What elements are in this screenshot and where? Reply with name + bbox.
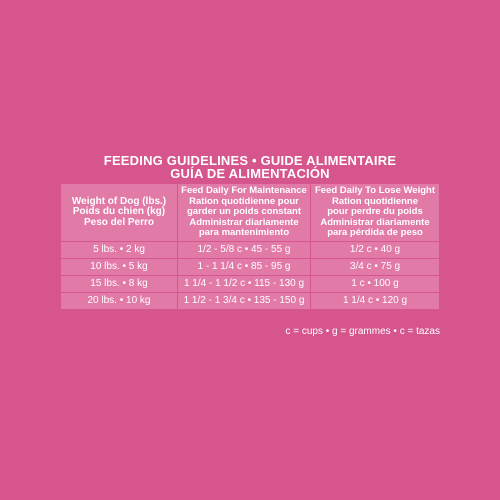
header-lose-weight-line: Ration quotidienne xyxy=(331,195,419,207)
header-lose-weight-line: Administrar diariamente xyxy=(320,216,430,228)
title-line-2: GUÍA DE ALIMENTACIÓN xyxy=(170,166,330,181)
header-maintenance xyxy=(178,184,310,241)
table-row xyxy=(61,259,439,275)
header-lose-weight-line: para pérdida de peso xyxy=(327,227,423,238)
feeding-table xyxy=(60,183,440,310)
cell-maintenance: 1 1/4 - 1 1/2 c • 115 - 130 g xyxy=(178,276,310,292)
header-maintenance-line: Ration quotidienne pour xyxy=(189,195,299,207)
cell-weight: 15 lbs. • 8 kg xyxy=(61,276,177,292)
header-weight xyxy=(61,184,177,241)
cell-weight: 10 lbs. • 5 kg xyxy=(61,259,177,275)
units-legend: c = cups • g = grammes • c = tazas xyxy=(285,326,440,337)
table-header-row xyxy=(61,184,439,241)
title-line-1: FEEDING GUIDELINES • GUIDE ALIMENTAIRE xyxy=(103,153,397,168)
header-maintenance-line: Feed Daily For Maintenance xyxy=(181,185,307,196)
header-weight-line: Poids du chien (kg) xyxy=(72,206,166,217)
header-weight-line: Weight of Dog (lbs.) xyxy=(71,195,167,207)
header-lose-weight xyxy=(311,184,439,241)
table-row xyxy=(61,293,439,309)
table-row xyxy=(61,276,439,292)
header-maintenance-line: para mantenimiento xyxy=(198,227,290,238)
header-weight-line: Peso del Perro xyxy=(83,216,155,228)
cell-maintenance: 1 - 1 1/4 c • 85 - 95 g xyxy=(178,259,310,275)
cell-lose-weight: 1/2 c • 40 g xyxy=(311,242,439,258)
cell-maintenance: 1/2 - 5/8 c • 45 - 55 g xyxy=(178,242,310,258)
cell-lose-weight: 1 1/4 c • 120 g xyxy=(311,293,439,309)
cell-lose-weight: 3/4 c • 75 g xyxy=(311,259,439,275)
table-row xyxy=(61,242,439,258)
header-maintenance-line: Administrar diariamente xyxy=(189,216,299,228)
cell-weight: 20 lbs. • 10 kg xyxy=(61,293,177,309)
cell-lose-weight: 1 c • 100 g xyxy=(311,276,439,292)
cell-maintenance: 1 1/2 - 1 3/4 c • 135 - 150 g xyxy=(178,293,310,309)
header-lose-weight-line: Feed Daily To Lose Weight xyxy=(315,185,435,196)
cell-weight: 5 lbs. • 2 kg xyxy=(61,242,177,258)
header-lose-weight-line: pour perdre du poids xyxy=(327,206,423,217)
header-maintenance-line: garder un poids constant xyxy=(186,206,301,217)
